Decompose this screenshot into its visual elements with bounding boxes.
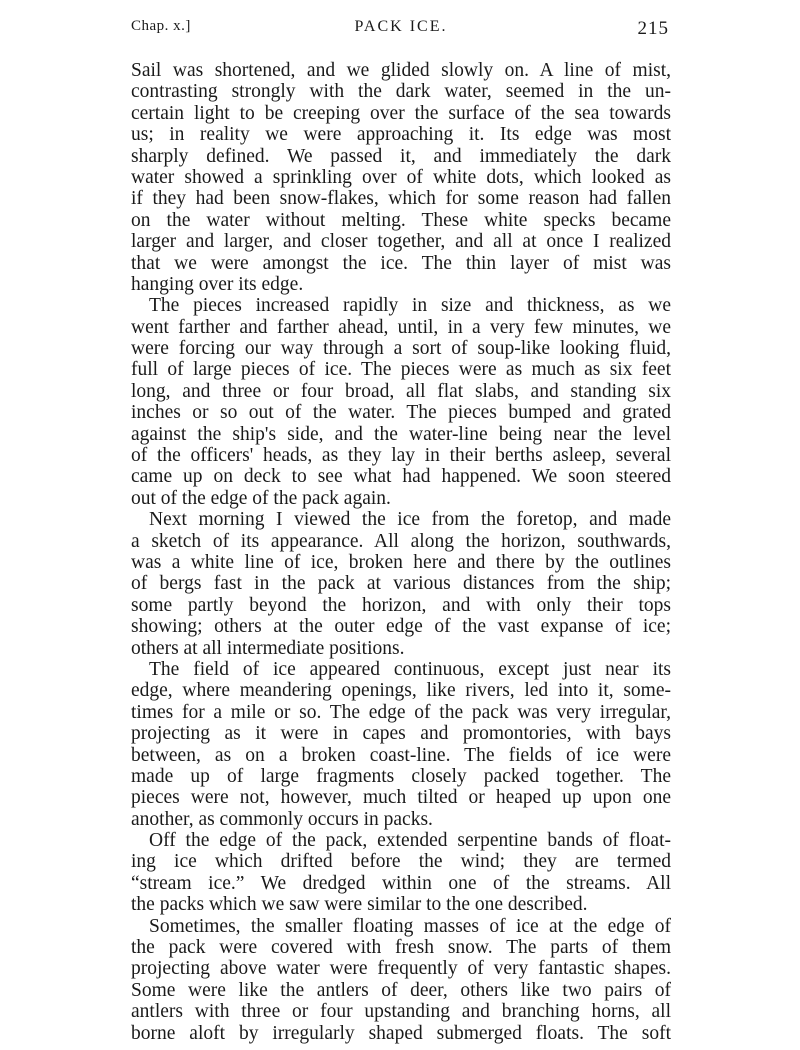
chapter-label: Chap. x.] — [131, 18, 191, 34]
text-line: long, and three or four broad, all flat slabs, and standing six — [131, 380, 671, 402]
body-text — [131, 60, 671, 1044]
running-title: PACK ICE. — [354, 18, 448, 35]
page-header — [131, 18, 671, 46]
text-line: inches or so out of the water. The pieces bumped and grated — [131, 402, 671, 424]
text-line: were forcing our way through a sort of soup-like looking fluid, — [131, 338, 671, 360]
text-line: Some were like the antlers of deer, others like two pairs of — [131, 979, 671, 1001]
text-line: “stream ice.” We dredged within one of the streams. All — [131, 872, 671, 894]
text-line: Off the edge of the pack, extended serpentine bands of float- — [149, 830, 671, 852]
text-line: made up of large fragments closely packed together. The — [131, 765, 671, 787]
text-line: between, as on a broken coast-line. The fields of ice were — [131, 744, 671, 766]
text-line: The field of ice appeared continuous, except just near its — [149, 658, 671, 680]
text-line: showing; others at the outer edge of the vast expanse of ice; — [131, 616, 671, 638]
text-line: times for a mile or so. The edge of the pack was very irregular, — [131, 701, 671, 723]
text-line: water showed a sprinkling over of white dots, which looked as — [131, 166, 671, 188]
text-line: the pack were covered with fresh snow. The parts of them — [131, 937, 671, 959]
text-line: sharply defined. We passed it, and immediately the dark — [131, 145, 671, 167]
text-line: on the water without melting. These white specks became — [131, 209, 671, 231]
text-line: projecting above water were frequently of very fantastic shapes. — [131, 958, 671, 980]
text-line: a sketch of its appearance. All along the horizon, southwards, — [131, 530, 671, 552]
text-line: some partly beyond the horizon, and with only their tops — [131, 594, 671, 616]
text-line: us; in reality we were approaching it. Its edge was most — [131, 124, 671, 146]
text-line: Sometimes, the smaller floating masses of ice at the edge of — [149, 915, 671, 937]
text-line: edge, where meandering openings, like rivers, led into it, some- — [131, 680, 671, 702]
text-line: went farther and farther ahead, until, in a very few minutes, we — [131, 316, 671, 338]
text-line: was a white line of ice, broken here and there by the outlines — [131, 551, 671, 573]
text-line: Sail was shortened, and we glided slowly on. A line of mist, — [131, 60, 671, 81]
text-line: others at all intermediate positions. — [131, 637, 405, 659]
text-line: ing ice which drifted before the wind; they are termed — [131, 851, 671, 873]
text-line: full of large pieces of ice. The pieces were as much as six feet — [131, 359, 671, 381]
text-line: that we were amongst the ice. The thin layer of mist was — [131, 252, 671, 274]
text-line: came up on deck to see what had happened. We soon steered — [131, 466, 671, 488]
text-line: larger and larger, and closer together, and all at once I realized — [131, 231, 671, 253]
text-line: certain light to be creeping over the surface of the sea towards — [131, 102, 671, 124]
text-line: out of the edge of the pack again. — [131, 487, 391, 509]
text-line: borne aloft by irregularly shaped submerged floats. The soft — [131, 1022, 671, 1044]
text-line: if they had been snow-flakes, which for some reason had fallen — [131, 188, 671, 210]
text-line: antlers with three or four upstanding and branching horns, all — [131, 1001, 671, 1023]
text-line: The pieces increased rapidly in size and thickness, as we — [149, 295, 671, 317]
text-line: contrasting strongly with the dark water, seemed in the un- — [131, 81, 671, 103]
text-line: pieces were not, however, much tilted or heaped up upon one — [131, 787, 671, 809]
text-line: against the ship's side, and the water-line being near the level — [131, 423, 671, 445]
page-number: 215 — [637, 18, 669, 39]
text-line: hanging over its edge. — [131, 273, 304, 295]
text-line: projecting as it were in capes and promontories, with bays — [131, 723, 671, 745]
text-line: the packs which we saw were similar to the one described. — [131, 894, 588, 916]
text-line: of the officers' heads, as they lay in their berths asleep, several — [131, 445, 671, 467]
text-line: Next morning I viewed the ice from the foretop, and made — [149, 509, 671, 531]
text-line: of bergs fast in the pack at various distances from the ship; — [131, 573, 671, 595]
text-line: another, as commonly occurs in packs. — [131, 808, 433, 830]
